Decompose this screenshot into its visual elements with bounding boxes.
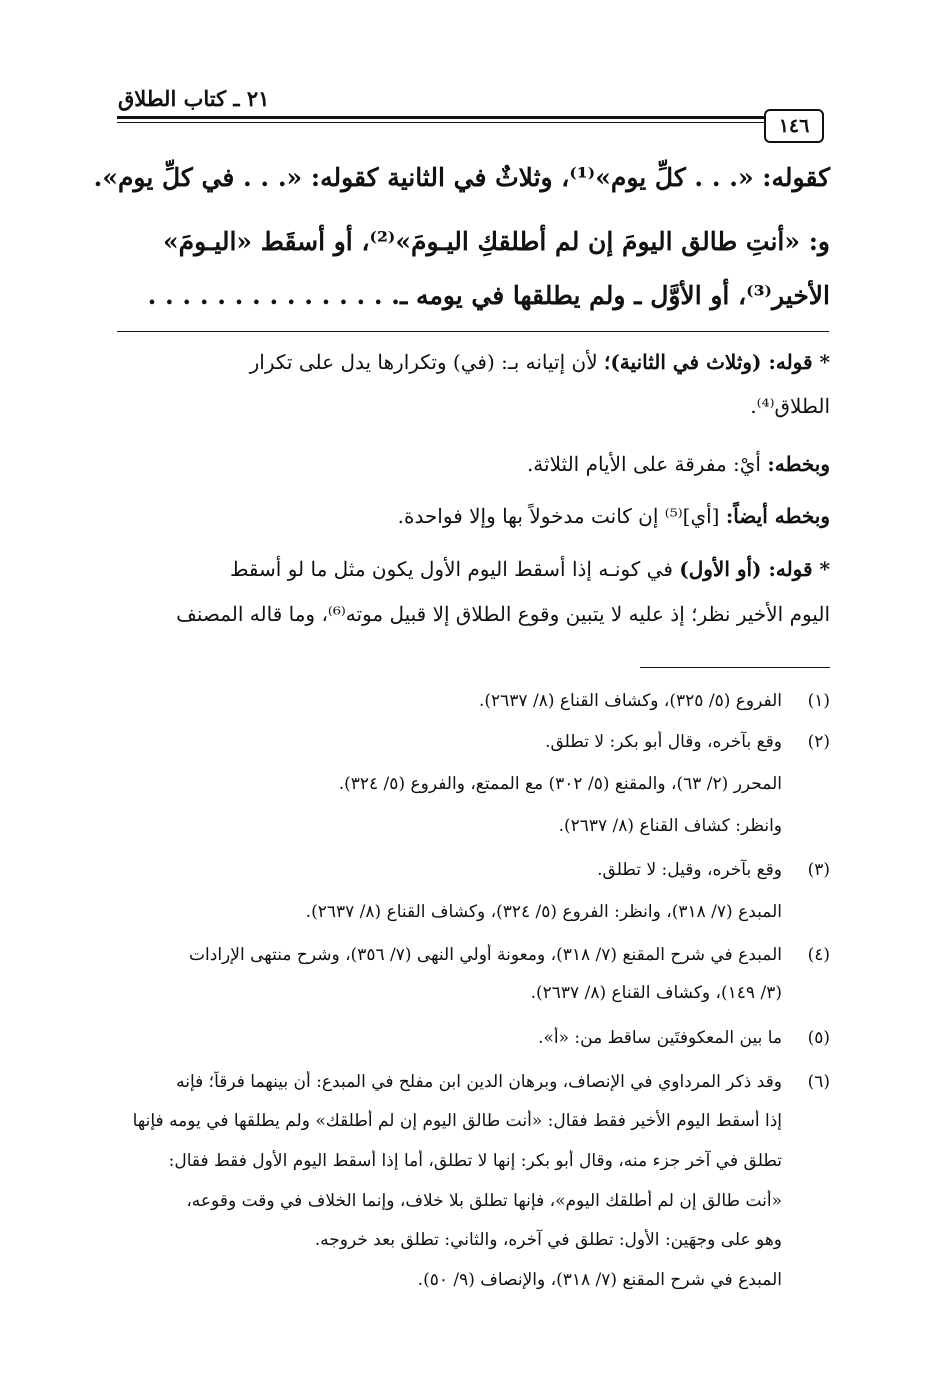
- footnote-4: [118, 944, 830, 1014]
- commentary-line: [118, 601, 830, 627]
- footnote-number: (٣): [807, 860, 830, 880]
- footnote-text: (٣/ ١٤٩)، وكشاف القناع (٨/ ٢٦٣٧).: [530, 983, 782, 1003]
- footnote-2: [118, 731, 830, 841]
- footnote-text: المحرر (٢/ ٦٣)، والمقنع (٥/ ٣٠٢) مع الممتع، والفروع (٥/ ٣٢٤).: [338, 774, 782, 794]
- page-number: ١٤٦: [764, 109, 824, 143]
- footnote-number: (٥): [807, 1028, 830, 1048]
- commentary-text: الطلاق⁽⁴⁾.: [750, 394, 830, 418]
- matn-divider: [117, 331, 829, 332]
- footnote-text: وقع بآخره، وقال أبو بكر: لا تطلق.: [545, 732, 782, 752]
- footnote-3: [118, 859, 830, 929]
- footnote-text: تطلق في آخر جزء منه، وقال أبو بكر: إنها لا تطلق، أما إذا أسقط اليوم الأول فقط فقال:: [168, 1151, 782, 1171]
- footnote-text: ما بين المعكوفتَين ساقط من: «أ».: [538, 1028, 782, 1048]
- running-title: ٢١ ـ كتاب الطلاق: [118, 86, 270, 111]
- matn-line-3: الأخير⁽³⁾، أو الأوَّل ـ ولم يطلقها في يومه ـ. . . . . . . . . . . . . . .: [147, 281, 830, 310]
- commentary-lead: * قوله: (وثلاث في الثانية)؛: [603, 350, 830, 374]
- footnote-text: المبدع في شرح المقنع (٧/ ٣١٨)، والإنصاف (٩/ ٥٠).: [417, 1270, 782, 1290]
- commentary-line: [118, 393, 830, 419]
- footnote-6: [118, 1071, 830, 1301]
- footnote-text: المبدع في شرح المقنع (٧/ ٣١٨)، ومعونة أولي النهى (٧/ ٣٥٦)، وشرح منتهى الإرادات: [189, 945, 782, 965]
- commentary-line: [118, 349, 830, 375]
- footnote-text: الفروع (٥/ ٣٢٥)، وكشاف القناع (٨/ ٢٦٣٧).: [478, 691, 782, 711]
- footnote-text: وقع بآخره، وقيل: لا تطلق.: [597, 860, 782, 880]
- footnote-1: [118, 690, 830, 714]
- footnote-text: وهو على وجهَين: الأول: تطلق في آخره، والثاني: تطلق بعد خروجه.: [314, 1230, 782, 1250]
- commentary-text: [أي]⁽⁵⁾ إن كانت مدخولاً بها وإلا فواحدة.: [397, 504, 726, 528]
- commentary-line: [118, 451, 830, 477]
- commentary-line: [118, 503, 830, 529]
- footnote-divider: [640, 667, 830, 668]
- footnote-text: وانظر: كشاف القناع (٨/ ٢٦٣٧).: [558, 816, 782, 836]
- matn-line-1: كقوله: «. . . كلِّ يوم»⁽¹⁾، وثلاثٌ في الثانية كقوله: «. . . في كلِّ يوم».: [93, 163, 830, 192]
- commentary-lead: * قوله: (أو الأول): [679, 557, 830, 581]
- commentary-text: اليوم الأخير نظر؛ إذ عليه لا يتبين وقوع الطلاق إلا قبيل موته⁽⁶⁾، وما قاله المصنف: [176, 602, 830, 626]
- matn-line-2: و: «أنتِ طالق اليومَ إن لم أطلقكِ اليـومَ»⁽²⁾، أو أسقَط «اليـومَ»: [162, 227, 830, 256]
- footnote-text: إذا أسقط اليوم الأخير فقط فقال: «أنت طالق اليوم إن لم أطلقك» ولم يطلقها في يومه فإنها: [132, 1111, 782, 1131]
- commentary-text: أيْ: مفرقة على الأيام الثلاثة.: [526, 452, 768, 476]
- footnote-text: وقد ذكر المرداوي في الإنصاف، وبرهان الدين ابن مفلح في المبدع: أن بينهما فرقاً؛ فإنه: [176, 1072, 782, 1092]
- footnote-number: (٢): [807, 732, 830, 752]
- footnote-number: (١): [807, 691, 830, 711]
- footnote-number: (٦): [807, 1072, 830, 1092]
- commentary-lead: وبخطه:: [767, 452, 830, 476]
- header-rule: [117, 114, 817, 132]
- commentary-lead: وبخطه أيضاً:: [725, 504, 830, 528]
- footnote-text: «أنت طالق إن لم أطلقك اليوم»، فإنها تطلق بلا خلاف، وإنما الخلاف في وقت وقوعه،: [186, 1191, 782, 1211]
- commentary-text: لأن إتيانه بـ: (في) وتكرارها يدل على تكرار: [249, 350, 604, 374]
- commentary-text: في كونـه إذا أسقط اليوم الأول يكون مثل ما لو أسقط: [229, 557, 680, 581]
- footnote-number: (٤): [807, 945, 830, 965]
- footnote-5: [118, 1027, 830, 1051]
- commentary-line: [118, 556, 830, 582]
- footnote-text: المبدع (٧/ ٣١٨)، وانظر: الفروع (٥/ ٣٢٤)، وكشاف القناع (٨/ ٢٦٣٧).: [305, 902, 782, 922]
